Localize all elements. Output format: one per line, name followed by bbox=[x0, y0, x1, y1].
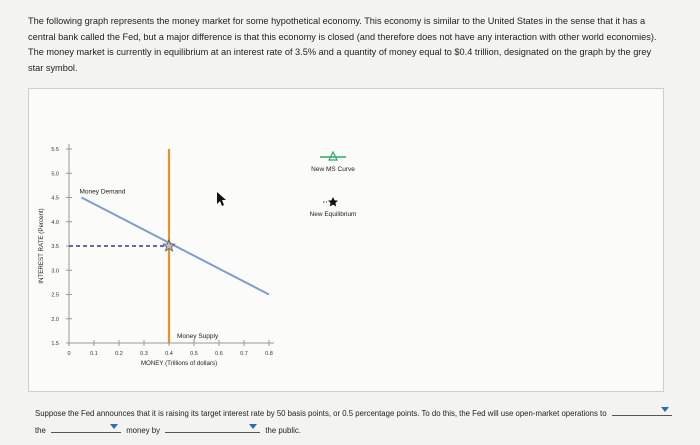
question-text bbox=[35, 405, 675, 439]
money-demand-label: Money Demand bbox=[79, 188, 126, 196]
graph-panel bbox=[28, 88, 394, 392]
intro-paragraph: The following graph represents the money market for some hypothetical economy. This economy is similar to the United States in the sense that it has a central bank called the Fed, but a major difference is that this economy is closed (and therefore does not have any interaction with other world economies). The money market is currently in equilibrium at an interest rate of 3.5% and a quantity of money equal to $0.4 trillion, designated on the graph by the grey star symbol. bbox=[28, 16, 657, 73]
x-tick-label: 0.5 bbox=[190, 351, 198, 357]
legend-panel bbox=[392, 88, 664, 392]
money-market-chart bbox=[29, 89, 393, 391]
x-tick-label: 0.1 bbox=[90, 351, 98, 357]
new-equilibrium-label: New Equilibrium bbox=[309, 211, 357, 218]
new-ms-curve-legend[interactable] bbox=[293, 150, 373, 173]
chevron-down-icon bbox=[661, 407, 669, 412]
x-tick-label: 0.3 bbox=[140, 351, 148, 357]
cursor-icon bbox=[217, 192, 226, 206]
operation-dropdown[interactable] bbox=[612, 405, 672, 416]
question-part1: Suppose the Fed announces that it is raising its target interest rate by 50 basis points, or 0.5 percentage points. To do this, the Fed will use open-market operations to bbox=[35, 409, 607, 418]
y-tick-label: 3.0 bbox=[51, 268, 59, 275]
new-equilibrium-legend[interactable] bbox=[293, 195, 373, 218]
y-tick-label: 5.5 bbox=[51, 147, 59, 153]
money-demand-line bbox=[82, 198, 270, 295]
new-equilibrium-icon bbox=[293, 195, 373, 209]
new-ms-curve-label: New MS Curve bbox=[311, 166, 355, 173]
chevron-down-icon bbox=[110, 424, 118, 429]
chevron-down-icon bbox=[249, 424, 257, 429]
y-tick-label: 1.5 bbox=[51, 341, 59, 347]
question-part4: the public. bbox=[265, 426, 301, 435]
x-tick-label: 0.6 bbox=[215, 351, 223, 357]
x-tick-label: 0.4 bbox=[165, 351, 173, 357]
x-tick-label: 0 bbox=[67, 351, 71, 357]
transaction-dropdown[interactable] bbox=[165, 422, 260, 433]
supply-direction-dropdown[interactable] bbox=[51, 422, 121, 433]
x-tick-label: 0.8 bbox=[265, 351, 273, 357]
y-tick-label: 2.0 bbox=[51, 316, 59, 323]
money-supply-label: Money Supply bbox=[177, 333, 219, 340]
x-axis-label: MONEY (Trillions of dollars) bbox=[140, 360, 218, 367]
y-tick-label: 3.5 bbox=[51, 244, 59, 250]
x-tick-label: 0.7 bbox=[240, 351, 248, 357]
question-part3: money by bbox=[126, 426, 160, 435]
y-tick-label: 4.0 bbox=[51, 219, 59, 226]
new-ms-curve-icon bbox=[293, 150, 373, 164]
question-part2: the bbox=[35, 426, 46, 435]
y-tick-label: 2.5 bbox=[51, 292, 59, 299]
x-tick-label: 0.2 bbox=[115, 351, 123, 357]
y-tick-label: 4.5 bbox=[51, 195, 59, 202]
y-axis-label: INTEREST RATE (Percent) bbox=[38, 208, 45, 284]
y-tick-label: 5.0 bbox=[51, 171, 59, 178]
